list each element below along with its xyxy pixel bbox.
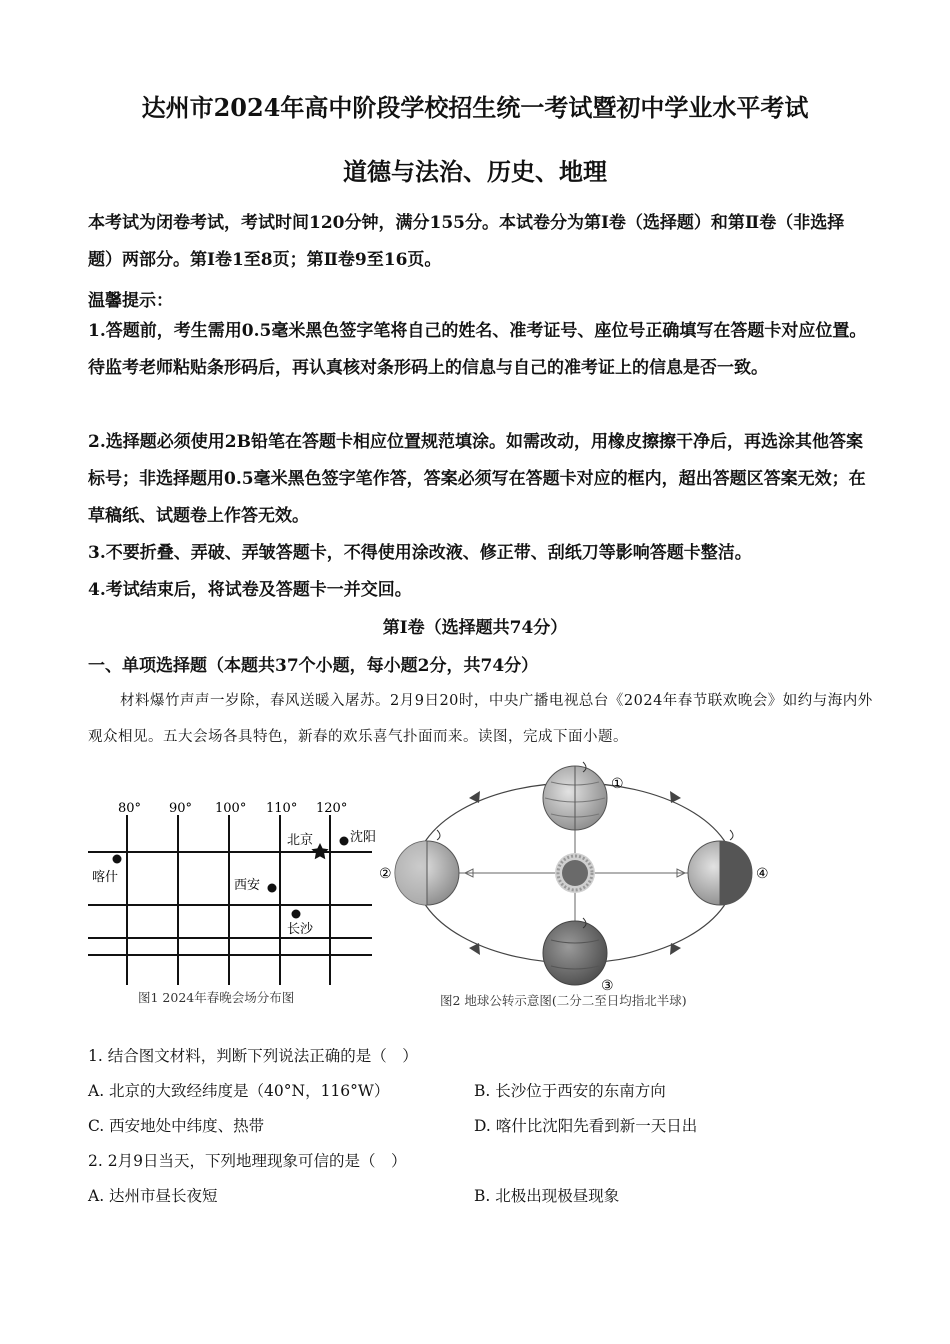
- place-shenyang: 沈阳: [350, 830, 377, 845]
- tip-item-3: 3.不要折叠、弄破、弄皱答题卡，不得使用涂改液、修正带、刮纸刀等影响答题卡整洁。: [88, 543, 752, 563]
- tip-item-2: 2.选择题必须使用2B铅笔在答题卡相应位置规范填涂。如需改动，用橡皮擦擦干净后，再选涂其他答案标号；非选择题用0.5毫米黑色签字笔作答，答案必须写在答题卡对应的框内，超出答题区答案无效；在草稿纸、试题卷上作答无效。: [88, 432, 866, 526]
- shenyang-dot: [340, 837, 349, 846]
- figure1-caption: 图1 2024年春晚会场分布图: [138, 990, 295, 1005]
- lon-label-110: 110°: [266, 801, 298, 816]
- sun-icon: [555, 853, 595, 893]
- earth-label-1: ①: [611, 776, 624, 792]
- lon-label-100: 100°: [215, 801, 247, 816]
- question-1-option-a[interactable]: A. 北京的大致经纬度是（40°N，116°W）: [88, 1082, 390, 1100]
- beijing-star-icon: [311, 843, 328, 859]
- orbit-arrow-icon: [670, 943, 681, 955]
- question-1-option-b[interactable]: B. 长沙位于西安的东南方向: [474, 1082, 666, 1100]
- xian-dot: [268, 884, 277, 893]
- earth-label-3: ③: [601, 978, 614, 994]
- orbit-arrow-icon: [469, 791, 480, 803]
- tip-item-4: 4.考试结束后，将试卷及答题卡一并交回。: [88, 580, 412, 600]
- earth-position-4: [688, 830, 769, 905]
- changsha-dot: [292, 910, 301, 919]
- lon-label-90: 90°: [169, 801, 193, 816]
- figure2-orbit: [379, 758, 780, 1020]
- earth-position-1: [543, 762, 624, 830]
- earth-position-2: [379, 830, 459, 905]
- exam-title: 达州市2024年高中阶段学校招生统一考试暨初中学业水平考试: [141, 93, 809, 122]
- exam-intro: 本考试为闭卷考试，考试时间120分钟，满分155分。本试卷分为第I卷（选择题）和第Ⅱ卷（非选择题）两部分。第I卷1至8页；第Ⅱ卷9至16页。: [88, 213, 845, 270]
- tips-heading: 温馨提示：: [88, 291, 173, 311]
- place-kashi: 喀什: [92, 870, 119, 885]
- figure1-map: [80, 790, 380, 1020]
- orbit-arrow-icon: [469, 943, 480, 955]
- exam-subtitle: 道德与法治、历史、地理: [343, 157, 607, 186]
- material-text: 材料爆竹声声一岁除，春风送暖入屠苏。2月9日20时，中央广播电视总台《2024年春节联欢晚会》如约与海内外观众相见。五大会场各具特色，新春的欢乐喜气扑面而来。读图，完成下面小题。: [88, 693, 873, 745]
- earth-label-2: ②: [379, 866, 392, 882]
- earth-label-4: ④: [756, 866, 769, 882]
- section-title: 第I卷（选择题共74分）: [382, 618, 568, 638]
- question-1-option-c[interactable]: C. 西安地处中纬度、热带: [88, 1117, 265, 1135]
- question-2-option-a[interactable]: A. 达州市昼长夜短: [88, 1187, 218, 1205]
- place-beijing: 北京: [287, 833, 314, 848]
- kashi-dot: [113, 855, 122, 864]
- orbit-arrow-icon: [670, 791, 681, 803]
- earth-position-3: [543, 918, 614, 994]
- question-1-option-d[interactable]: D. 喀什比沈阳先看到新一天日出: [474, 1117, 698, 1135]
- question-2-stem: 2. 2月9日当天，下列地理现象可信的是（ ）: [88, 1152, 407, 1170]
- place-changsha: 长沙: [287, 922, 314, 937]
- place-xian: 西安: [234, 878, 261, 893]
- figure2-caption: 图2 地球公转示意图(二分二至日均指北半球): [440, 993, 687, 1008]
- question-1-stem: 1. 结合图文材料，判断下列说法正确的是（ ）: [88, 1047, 418, 1065]
- tip-item-1: 1.答题前，考生需用0.5毫米黑色签字笔将自己的姓名、准考证号、座位号正确填写在答题卡对应位置。待监考老师粘贴条形码后，再认真核对条形码上的信息与自己的准考证上的信息是否一致。: [88, 321, 867, 378]
- lon-label-120: 120°: [316, 801, 348, 816]
- question-2-option-b[interactable]: B. 北极出现极昼现象: [474, 1187, 620, 1205]
- part-title: 一、单项选择题（本题共37个小题，每小题2分，共74分）: [88, 656, 539, 676]
- lon-label-80: 80°: [118, 801, 142, 816]
